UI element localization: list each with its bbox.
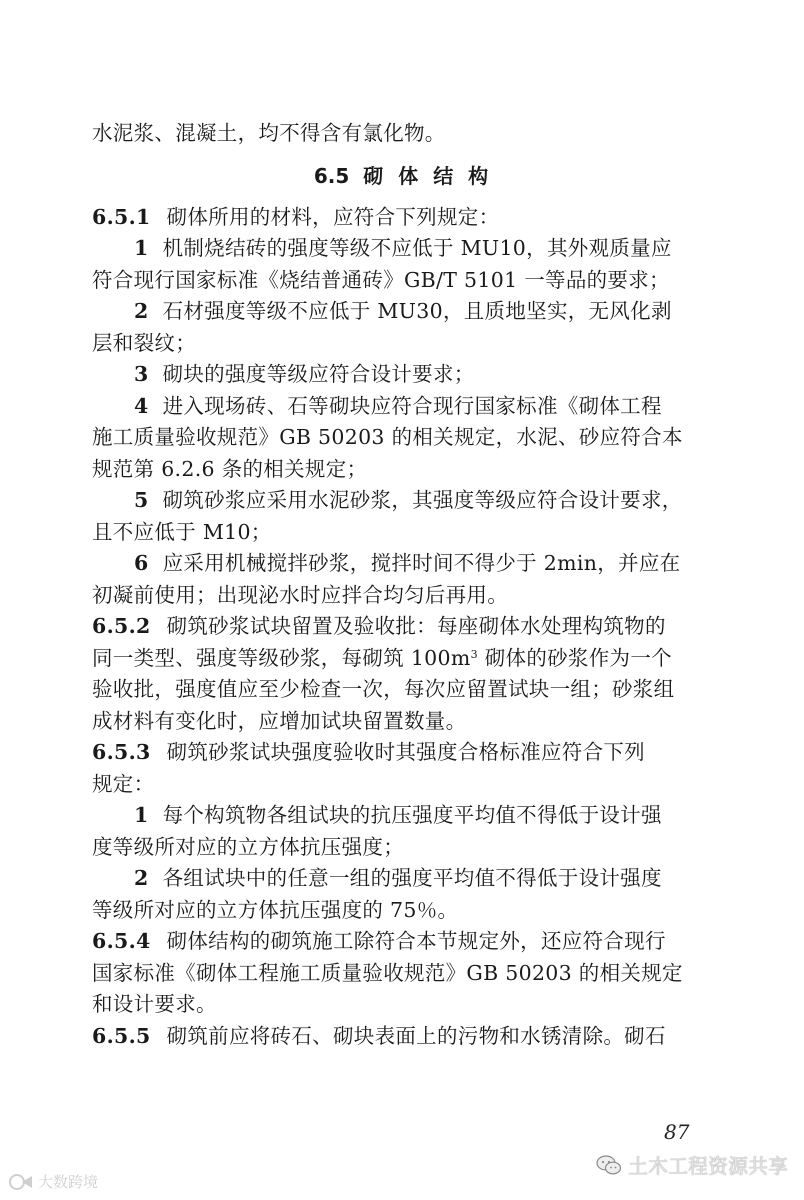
list-item-line (92, 863, 714, 895)
text-line: 规范第 6.2.6 条的相关规定； (92, 456, 368, 481)
list-item-line (92, 391, 714, 423)
list-item-text: 应采用机械搅拌砂浆，搅拌时间不得少于 2min，并应在 (162, 551, 681, 575)
clause-number: 6.5.3 (92, 740, 151, 764)
text-line: 等级所对应的立方体抗压强度的 75％。 (92, 897, 459, 922)
clause-line (92, 737, 714, 769)
list-item-number: 3 (134, 362, 149, 386)
list-item-line (92, 359, 714, 391)
text-line: 水泥浆、混凝土，均不得含有氯化物。 (92, 121, 446, 145)
document-body (92, 118, 714, 1052)
section-heading-number: 6.5 (313, 163, 350, 188)
wechat-icon (596, 1154, 622, 1176)
list-item-number: 5 (134, 488, 149, 512)
text-line: 验收批，强度值应至少检查一次，每次应留置试块一组；砂浆组 (92, 677, 675, 701)
clause-text: 砌筑前应将砖石、砌块表面上的污物和水锈清除。砌石 (166, 1023, 666, 1048)
list-item-line (92, 233, 714, 265)
list-item-text: 机制烧结砖的强度等级不应低于 MU10，其外观质量应 (162, 236, 672, 260)
section-heading (92, 150, 714, 202)
list-item-number: 2 (134, 866, 149, 890)
list-item-number: 1 (134, 236, 149, 260)
list-item-text: 砌块的强度等级应符合设计要求； (162, 362, 475, 386)
clause-number: 6.5.5 (92, 1023, 151, 1048)
list-item-line (92, 485, 714, 517)
text-line: 符合现行国家标准《烧结普通砖》GB/T 5101 一等品的要求； (92, 267, 670, 292)
left-watermark (8, 1171, 98, 1192)
text-line: 规定： (92, 771, 155, 796)
list-item-text: 石材强度等级不应低于 MU30，且质地坚实，无风化剥 (162, 299, 672, 323)
text-segment: 砌体的砂浆作为一个 (477, 645, 672, 670)
page-number: 87 (664, 1120, 690, 1144)
clause-line (92, 611, 714, 643)
list-item-line (92, 548, 714, 580)
list-item-line (92, 296, 714, 328)
text-line: 国家标准《砌体工程施工质量验收规范》GB 50203 的相关规定 (92, 960, 683, 985)
superscript: 3 (470, 647, 478, 661)
clause-number: 6.5.1 (92, 204, 151, 229)
clause-line (92, 202, 714, 234)
clause-text: 砌筑砂浆试块强度验收时其强度合格标准应符合下列 (166, 740, 645, 764)
text-line: 初凝前使用；出现泌水时应拌合均匀后再用。 (92, 582, 508, 607)
list-item-text: 砌筑砂浆应采用水泥砂浆，其强度等级应符合设计要求， (162, 488, 683, 512)
list-item-number: 1 (134, 803, 149, 827)
left-watermark-text: 大数跨境 (38, 1173, 99, 1191)
list-item-number: 6 (134, 551, 149, 575)
clause-line (92, 1021, 714, 1053)
text-line: 施工质量验收规范》GB 50203 的相关规定，水泥、砂应符合本 (92, 425, 683, 449)
clause-text: 砌体所用的材料，应符合下列规定： (166, 204, 500, 229)
list-item-line (92, 800, 714, 832)
list-item-number: 4 (134, 393, 149, 418)
logo-icon (8, 1173, 34, 1191)
text-line (92, 643, 714, 675)
right-watermark-text: 土木工程资源共享 (628, 1154, 788, 1178)
text-line: 成材料有变化时，应增加试块留置数量。 (92, 708, 467, 733)
clause-number: 6.5.4 (92, 929, 151, 953)
list-item-number: 2 (134, 299, 149, 323)
right-watermark (596, 1150, 788, 1179)
text-line: 层和裂纹； (92, 330, 196, 355)
text-line: 和设计要求。 (92, 992, 217, 1016)
text-line: 且不应低于 M10； (92, 519, 272, 544)
clause-line (92, 926, 714, 958)
list-item-text: 各组试块中的任意一组的强度平均值不得低于设计强度 (162, 866, 662, 890)
text-line: 度等级所对应的立方体抗压强度； (92, 834, 404, 859)
text-segment: 同一类型、强度等级砂浆，每砌筑 100m (92, 645, 471, 670)
clause-text: 砌筑砂浆试块留置及验收批：每座砌体水处理构筑物的 (166, 614, 666, 638)
list-item-text: 进入现场砖、石等砌块应符合现行国家标准《砌体工程 (162, 393, 662, 418)
clause-number: 6.5.2 (92, 614, 151, 638)
list-item-text: 每个构筑物各组试块的抗压强度平均值不得低于设计强 (162, 803, 662, 827)
clause-text: 砌体结构的砌筑施工除符合本节规定外，还应符合现行 (166, 929, 666, 953)
section-heading-title: 砌 体 结 构 (363, 163, 493, 188)
